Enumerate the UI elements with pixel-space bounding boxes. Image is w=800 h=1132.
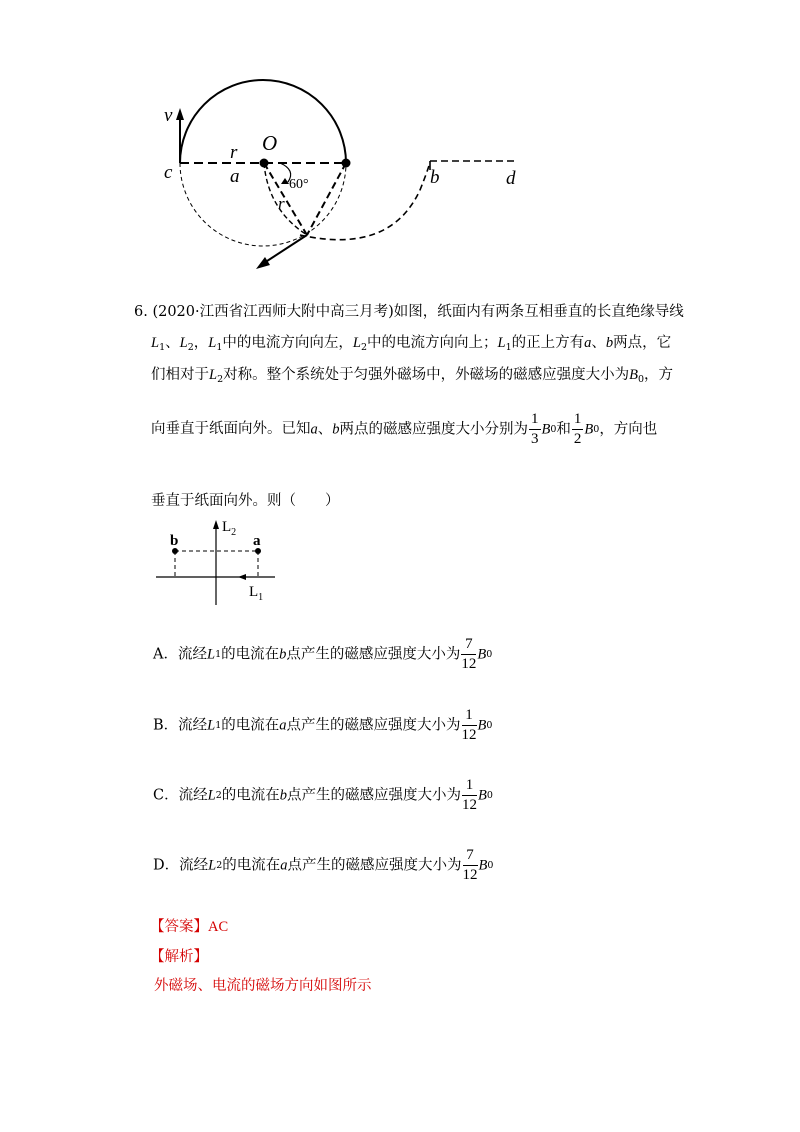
- analysis-label: 【解析】: [150, 949, 208, 965]
- option-A-fraction: $\frac{7}{12}$: [461, 636, 477, 672]
- label-d: d: [506, 168, 516, 189]
- label-angle: 60°: [289, 177, 309, 192]
- label-r-top: r: [230, 142, 238, 163]
- question-line-3: 们相对于$L_2$对称。整个系统处于匀强外磁场中，外磁场的磁感应强度大小为$B_0$，方: [151, 367, 674, 385]
- wires-figure: [150, 515, 285, 610]
- right-semicircle-dashed: [300, 162, 430, 240]
- L2-arrowhead: [213, 520, 219, 529]
- question-line-1: 6. (2020·江西省江西师大附中高三月考)如图，纸面内有两条互相垂直的长直绝缘导线: [134, 304, 684, 320]
- question-line-2: $L_1$、$L_2$，$L_1$中的电流方向向左，$L_2$中的电流方向向上；$L_1$的正上方有a、b两点，它: [151, 335, 672, 353]
- question-number: 6.: [134, 304, 148, 320]
- option-B[interactable]: B．流经L1的电流在a点产生的磁感应强度大小为 $\frac{1}{12}$ B0: [153, 707, 493, 743]
- answer-label: 【答案】: [150, 919, 208, 935]
- fraction-one-half: $\frac{1}{2}$: [573, 411, 582, 447]
- end-dot: [342, 159, 351, 168]
- label-L2: $L_2$: [222, 519, 237, 538]
- L1-arrowhead: [238, 574, 246, 580]
- exit-velocity-arrow: [264, 235, 307, 263]
- option-A[interactable]: A．流经L1的电流在b点产生的磁感应强度大小为 $\frac{7}{12}$ B0: [153, 636, 493, 672]
- trajectory-figure: [150, 70, 530, 275]
- answer-value: AC: [208, 919, 229, 935]
- question-line-5: 垂直于纸面向外。则（ ）: [151, 493, 340, 509]
- question-source: (2020·江西省江西师大附中高三月考): [152, 304, 394, 320]
- option-D[interactable]: D．流经L2的电流在a点产生的磁感应强度大小为 $\frac{7}{12}$ B0: [153, 847, 494, 883]
- label-a: a: [230, 166, 240, 187]
- label-O: O: [262, 131, 278, 155]
- radius-dashed-2: [307, 163, 346, 235]
- option-D-fraction: $\frac{7}{12}$: [462, 847, 478, 883]
- label-b: b: [430, 167, 440, 188]
- label-a2: a: [253, 533, 261, 549]
- label-v: v: [164, 105, 173, 126]
- label-r-mid: r: [278, 194, 285, 213]
- fraction-one-third: $\frac{1}{3}$: [531, 411, 539, 447]
- option-C-fraction: $\frac{1}{12}$: [461, 777, 477, 813]
- label-b2: b: [170, 533, 179, 549]
- velocity-arrowhead: [176, 108, 184, 120]
- label-L1: $L_1$: [249, 584, 264, 603]
- angle-arrowhead: [281, 178, 289, 184]
- answer-line: [150, 920, 228, 935]
- analysis-text: 外磁场、电流的磁场方向如图所示: [154, 978, 372, 994]
- circle-lower-dashed-arc: [180, 163, 346, 246]
- exit-arrowhead: [256, 257, 270, 269]
- label-c: c: [164, 162, 173, 183]
- center-dot: [260, 159, 269, 168]
- option-C[interactable]: C．流经L2的电流在b点产生的磁感应强度大小为 $\frac{1}{12}$ B0: [153, 777, 493, 813]
- option-B-fraction: $\frac{1}{12}$: [461, 707, 477, 743]
- question-line-4: 向垂直于纸面向外。已知a、b两点的磁感应强度大小分别为 $\frac{1}{3}$ B0和 $\frac{1}{2}$ B0，方向也: [151, 411, 658, 447]
- radius-dashed-1: [264, 163, 307, 235]
